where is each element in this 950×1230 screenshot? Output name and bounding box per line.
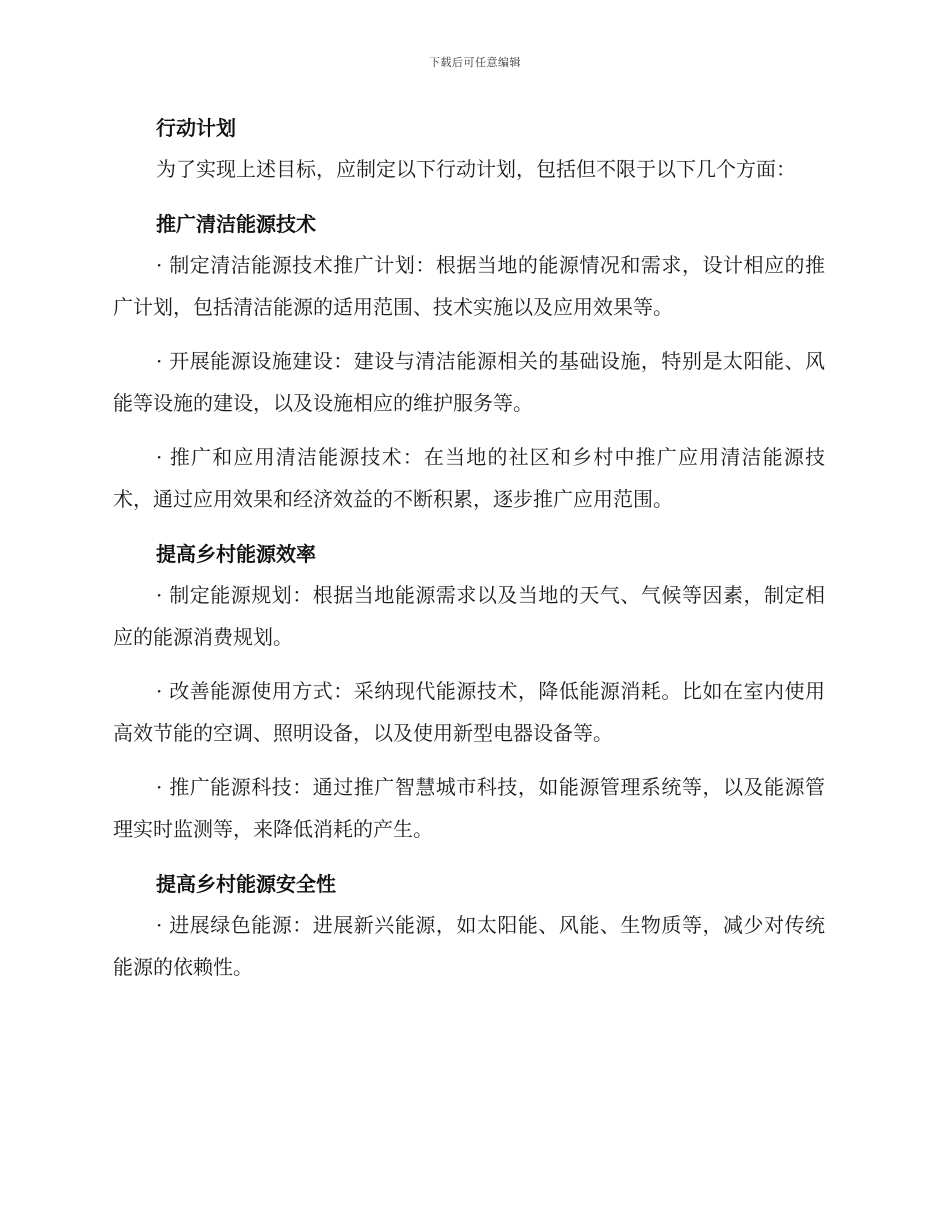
bullet-paragraph: · 改善能源使用方式：采纳现代能源技术，降低能源消耗。比如在室内使用高效节能的空调、照明设备，以及使用新型电器设备等。 xyxy=(113,679,825,745)
bullet-paragraph: · 制定清洁能源技术推广计划：根据当地的能源情况和需求，设计相应的推广计划，包括清洁能源的适用范围、技术实施以及应用效果等。 xyxy=(113,253,825,319)
section-energy-efficiency xyxy=(113,534,825,850)
bullet-paragraph: · 推广和应用清洁能源技术：在当地的社区和乡村中推广应用清洁能源技术，通过应用效果和经济效益的不断积累，逐步推广应用范围。 xyxy=(113,445,825,511)
document-body xyxy=(113,108,825,1002)
bullet-paragraph: · 制定能源规划：根据当地能源需求以及当地的天气、气候等因素，制定相应的能源消费规划。 xyxy=(113,583,825,649)
section-energy-security xyxy=(113,864,825,988)
section-action-plan xyxy=(113,108,825,190)
section-heading: 提高乡村能源效率 xyxy=(156,542,316,566)
bullet-paragraph: · 推广能源科技：通过推广智慧城市科技，如能源管理系统等，以及能源管理实时监测等，来降低消耗的产生。 xyxy=(113,775,825,841)
section-heading: 行动计划 xyxy=(156,116,236,140)
bullet-paragraph: · 进展绿色能源：进展新兴能源，如太阳能、风能、生物质等，减少对传统能源的依赖性。 xyxy=(113,913,825,979)
bullet-paragraph: · 开展能源设施建设：建设与清洁能源相关的基础设施，特别是太阳能、风能等设施的建设，以及设施相应的维护服务等。 xyxy=(113,349,825,415)
header-note: 下载后可任意编辑 xyxy=(429,56,521,69)
section-clean-energy xyxy=(113,204,825,520)
paragraph: 为了实现上述目标，应制定以下行动计划，包括但不限于以下几个方面： xyxy=(156,157,796,181)
section-heading: 推广清洁能源技术 xyxy=(156,212,316,236)
section-heading: 提高乡村能源安全性 xyxy=(156,872,336,896)
